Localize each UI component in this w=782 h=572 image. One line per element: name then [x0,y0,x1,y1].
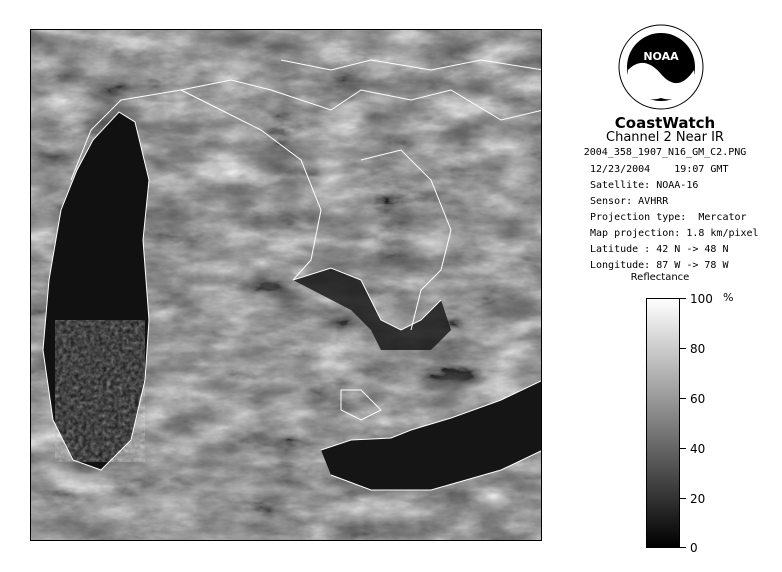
channel-label: Channel 2 Near IR [606,130,724,145]
colorbar-tick-label: 20 [690,492,706,506]
colorbar-tick [680,448,686,449]
map-canvas [31,30,542,541]
app-title: CoastWatch [614,114,716,132]
noaa-logo-icon [618,24,704,110]
colorbar-tick-label: 80 [690,342,706,356]
colorbar [646,298,680,548]
colorbar-title: Reflectance [630,272,690,283]
colorbar-tick [680,298,686,299]
satellite-label: Satellite: NOAA-16 [590,180,699,191]
colorbar-tick [680,398,686,399]
filename-label: 2004_358_1907_N16_GM_C2.PNG [583,147,747,158]
colorbar-tick [680,348,686,349]
latitude-label: Latitude : 42 N -> 48 N [590,244,729,255]
colorbar-tick-label: 100 [690,292,713,306]
projection-type-label: Projection type: Mercator [590,212,747,223]
colorbar-tick [680,498,686,499]
map-projection-label: Map projection: 1.8 km/pixel [590,228,759,239]
datetime-label: 12/23/2004 19:07 GMT [590,164,729,175]
colorbar-tick-label: 40 [690,442,706,456]
colorbar-tick-label: 60 [690,392,706,406]
noaa-logo-text: NOAA [643,50,679,63]
colorbar-unit: % [723,291,734,304]
colorbar-tick [680,547,686,548]
longitude-label: Longitude: 87 W -> 78 W [590,260,729,271]
satellite-image [30,29,542,541]
noaa-logo [618,24,704,110]
sensor-label: Sensor: AVHRR [590,196,669,207]
colorbar-tick-label: 0 [690,541,698,555]
